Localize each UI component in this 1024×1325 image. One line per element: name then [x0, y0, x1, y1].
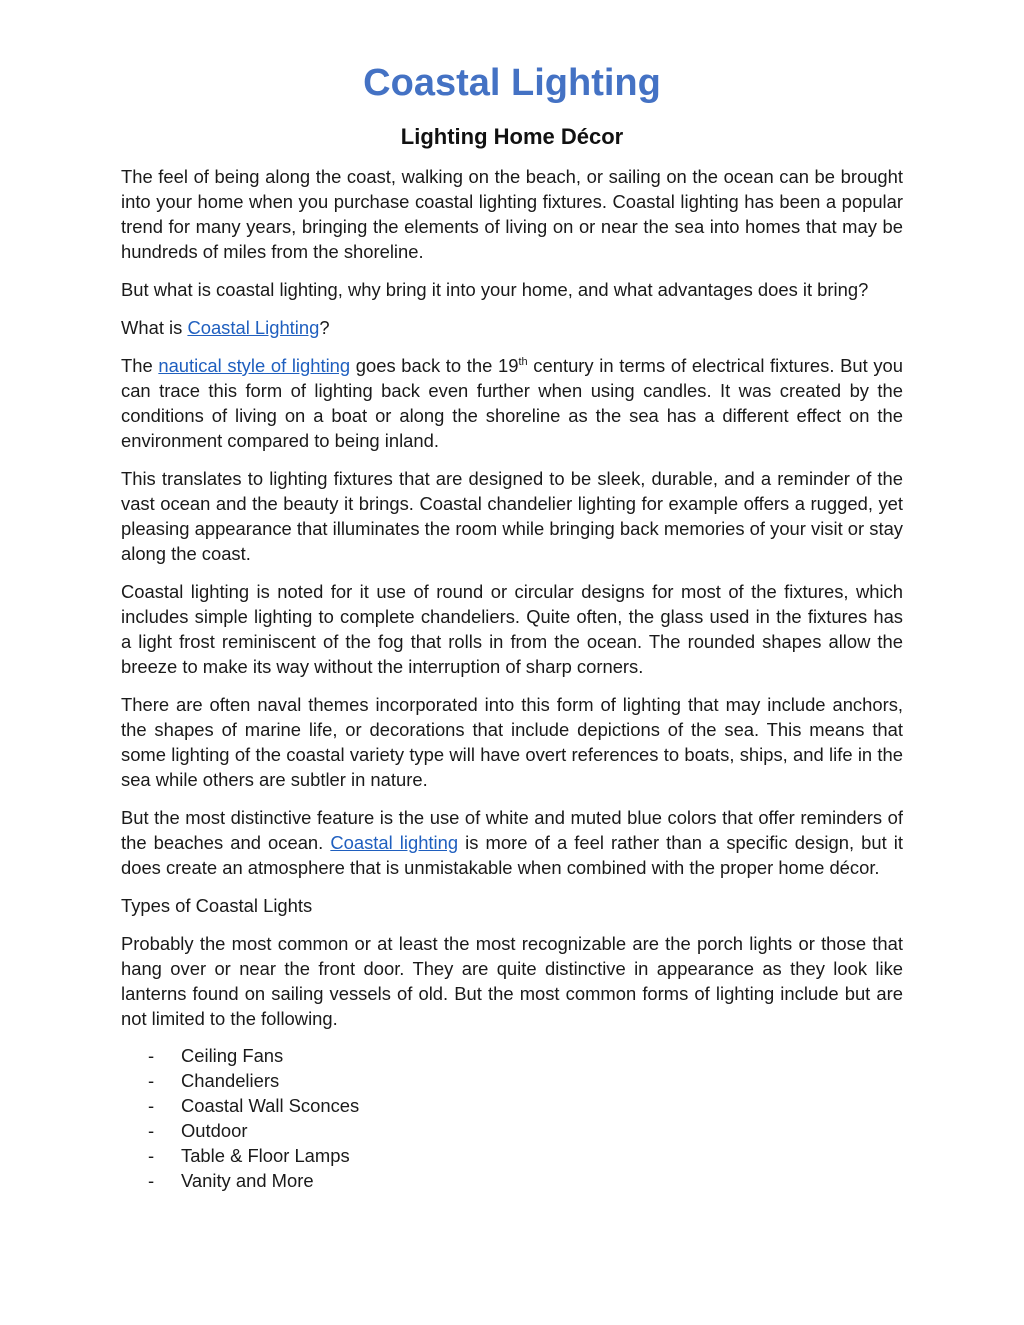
list-item-label: Vanity and More — [181, 1170, 314, 1191]
text-segment: But the most distinctive feature is the use of white and muted blue colors that offer reminders of the beaches and ocean. — [121, 807, 903, 853]
coastal-lighting-link[interactable]: Coastal Lighting — [187, 317, 320, 338]
paragraph-naval-themes: There are often naval themes incorporated into this form of lighting that may include anchors, the shapes of marine life, or decorations that include depictions of the sea. This means that some lighting of the coastal variety type will have overt references to boats, ships, and life in the sea while others are subtler in nature. — [121, 694, 903, 790]
text-segment: century in terms of electrical fixtures. But you can trace this form of lighting back even further when using candles. It was created by the conditions of living on a boat or along the shoreline as the sea has a different effect on the environment compared to being inland. — [121, 355, 903, 451]
list-item — [121, 1118, 903, 1143]
text-segment: is more of a feel rather than a specific design, but it does create an atmosphere that is unmistakable when combined with the proper home décor. — [121, 832, 904, 878]
list-item — [121, 1093, 903, 1118]
coastal-lighting-link-2[interactable]: Coastal lighting — [330, 832, 459, 853]
dash-bullet: - — [148, 1170, 155, 1191]
list-item-label: Coastal Wall Sconces — [181, 1095, 360, 1116]
text-segment: ? — [319, 317, 330, 338]
dash-bullet: - — [148, 1045, 155, 1066]
text-segment: The — [121, 355, 159, 376]
list-item-label: Table & Floor Lamps — [181, 1145, 350, 1166]
paragraph-history — [121, 353, 903, 453]
page-title: Coastal Lighting — [363, 62, 661, 104]
dash-bullet: - — [148, 1070, 155, 1091]
text-segment: What is — [121, 317, 188, 338]
paragraph-question: But what is coastal lighting, why bring it into your home, and what advantages does it bring? — [121, 279, 869, 300]
paragraph-translates: This translates to lighting fixtures that are designed to be sleek, durable, and a reminder of the vast ocean and the beauty it brings. Coastal chandelier lighting for example offers a rugged, yet pleasing appearance that illuminates the room while bringing back memories of your visit or stay along the coast. — [121, 468, 903, 564]
list-item — [121, 1168, 903, 1193]
list-item — [121, 1143, 903, 1168]
paragraph-porch-lights: Probably the most common or at least the most recognizable are the porch lights or those that hang over or near the front door. They are quite distinctive in appearance as they look like lanterns found on sailing vessels of old. But the most common forms of lighting include but are not limited to the following. — [121, 933, 903, 1029]
paragraph-distinctive — [121, 805, 903, 880]
list-item-label: Chandeliers — [181, 1070, 280, 1091]
paragraph-round-designs: Coastal lighting is noted for it use of round or circular designs for most of the fixtures, which includes simple lighting to complete chandeliers. Quite often, the glass used in the fixtures has a light frost reminiscent of the fog that rolls in from the ocean. The rounded shapes allow the breeze to make its way without the interruption of sharp corners. — [121, 581, 903, 677]
nautical-style-link[interactable]: nautical style of lighting — [158, 355, 351, 376]
document-page — [121, 58, 903, 1193]
list-item-label: Outdoor — [181, 1120, 248, 1141]
dash-bullet: - — [148, 1120, 155, 1141]
list-item-label: Ceiling Fans — [181, 1045, 284, 1066]
paragraph-intro: The feel of being along the coast, walking on the beach, or sailing on the ocean can be brought into your home when you purchase coastal lighting fixtures. Coastal lighting has been a popular trend for many years, bringing the elements of living on or near the sea into homes that may be hundreds of miles from the shoreline. — [121, 166, 903, 262]
list-item — [121, 1068, 903, 1093]
lighting-types-list — [121, 1043, 903, 1193]
dash-bullet: - — [148, 1145, 155, 1166]
list-item — [121, 1043, 903, 1068]
page-subtitle: Lighting Home Décor — [400, 124, 624, 149]
section-heading-types: Types of Coastal Lights — [121, 895, 313, 916]
paragraph-what-is — [121, 315, 903, 340]
text-segment: goes back to the 19 — [350, 355, 519, 376]
dash-bullet: - — [148, 1095, 155, 1116]
superscript-th: th — [518, 355, 528, 368]
